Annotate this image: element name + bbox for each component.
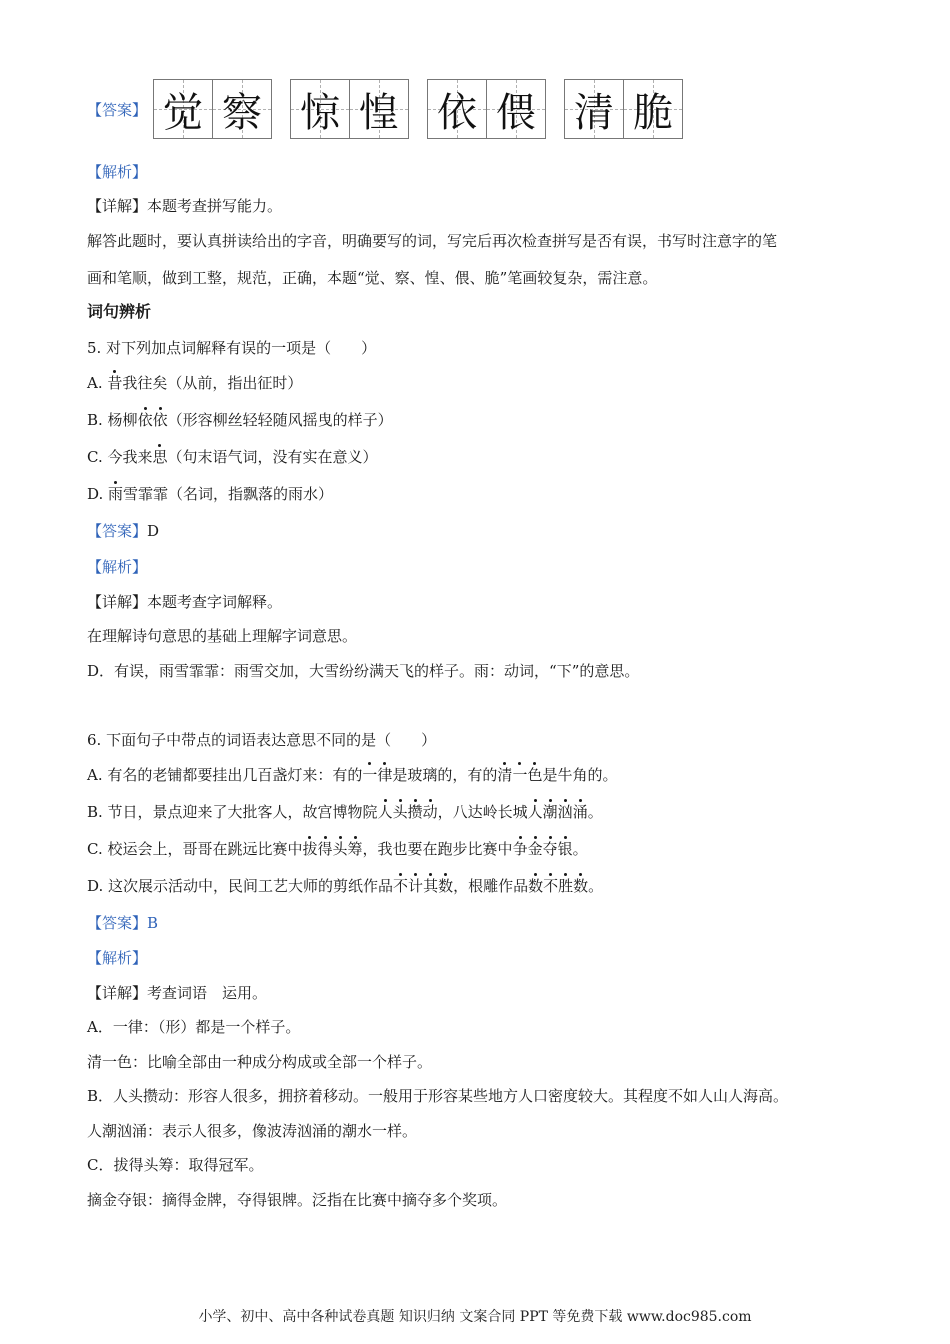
- char-cell: 依: [428, 80, 487, 138]
- emph-char: 数: [438, 877, 454, 895]
- q5-option-b: B. 杨柳依依（形容柳丝轻轻随风摇曳的样子）: [87, 411, 393, 429]
- word-box: [153, 79, 272, 139]
- q6-option-c: C. 校运会上，哥哥在跳远比赛中拔得头筹，我也要在跑步比赛中争金夺银。: [87, 840, 588, 858]
- emph-char: 计: [408, 877, 424, 895]
- emph-char: 银: [557, 840, 573, 858]
- q4-para2: 画和笔顺，做到工整，规范，正确，本题“觉、察、惶、偎、脆”笔画较复杂，需注意。: [87, 269, 658, 287]
- emph-char: 依: [137, 411, 153, 429]
- q6-option-a: A. 有名的老铺都要挂出几百盏灯来：有的一律是玻璃的，有的清一色是牛角的。: [87, 766, 618, 784]
- char-cell: 偎: [487, 80, 545, 138]
- emph-char: 不: [393, 877, 409, 895]
- q6-answer: 【答案】B: [87, 914, 159, 932]
- q6-exp-line: 清一色：比喻全部由一种成分构成或全部一个样子。: [87, 1053, 433, 1071]
- emph-char: 律: [377, 766, 393, 784]
- emph-char: 一: [512, 766, 528, 784]
- emph-char: 数: [528, 877, 544, 895]
- emph-word: [528, 803, 588, 821]
- emph-char: 清: [497, 766, 513, 784]
- emph-char: 攒: [407, 803, 423, 821]
- emph-word: [362, 766, 392, 784]
- q5-option-a: A. 昔我往矣（从前，指出征时）: [87, 374, 303, 392]
- q6-exp-line: B．人头攒动：形容人很多，拥挤着移动。一般用于形容某些地方人口密度较大。其程度不如人山人海高。: [87, 1087, 789, 1105]
- q4-detail: 【详解】本题考查拼写能力。: [87, 197, 283, 215]
- q5-analysis-tag: 【解析】: [87, 558, 148, 576]
- emph-char: 拔: [302, 840, 318, 858]
- emph-char: 汹: [557, 803, 573, 821]
- word-box: [290, 79, 409, 139]
- q5-detail: 【详解】本题考查字词解释。: [87, 593, 283, 611]
- q4-para1: 解答此题时，要认真拼读给出的字音，明确要写的词，写完后再次检查拼写是否有误，书写时注意字的笔: [87, 232, 778, 250]
- char-cell: 惊: [291, 80, 350, 138]
- q6-analysis-tag: 【解析】: [87, 949, 148, 967]
- emph-word: [393, 877, 453, 895]
- q6-option-b: B. 节日，景点迎来了大批客人，故宫博物院人头攒动，八达岭长城人潮汹涌。: [87, 803, 603, 821]
- emph-char: 人: [527, 803, 543, 821]
- q6-detail: 【详解】考查词语 运用。: [87, 984, 268, 1002]
- emph-word: [513, 840, 573, 858]
- emph-char: 得: [317, 840, 333, 858]
- emph-word: [497, 766, 542, 784]
- answer-grid: [87, 78, 701, 140]
- q4-analysis-tag: 【解析】: [87, 163, 148, 181]
- q6-stem: 6. 下面句子中带点的词语表达意思不同的是（ ）: [87, 731, 437, 749]
- emph-char: 胜: [558, 877, 574, 895]
- char-cell: 脆: [624, 80, 682, 138]
- answer-label: 【答案】: [87, 100, 148, 119]
- char-cell: 惶: [350, 80, 408, 138]
- emph-char: 人: [377, 803, 393, 821]
- q5-option-d: D. 雨雪霏霏（名词，指飘落的雨水）: [87, 485, 334, 503]
- q6-option-d: D. 这次展示活动中，民间工艺大师的剪纸作品不计其数，根雕作品数不胜数。: [87, 877, 604, 895]
- q5-line2: D．有误，雨雪霏霏：雨雪交加，大雪纷纷满天飞的样子。雨：动词，“下”的意思。: [87, 662, 640, 680]
- emph-word: [378, 803, 438, 821]
- q6-exp-line: A．一律：（形）都是一个样子。: [87, 1018, 301, 1036]
- word-box: [427, 79, 546, 139]
- emph-char: 筹: [347, 840, 363, 858]
- emph-char: 头: [392, 803, 408, 821]
- q6-exp-line: 摘金夺银：摘得金牌，夺得银牌。泛指在比赛中摘夺多个奖项。: [87, 1191, 508, 1209]
- char-cell: 清: [565, 80, 624, 138]
- q6-exp-line: 人潮汹涌：表示人很多，像波涛汹涌的潮水一样。: [87, 1122, 418, 1140]
- emph-char: 金: [527, 840, 543, 858]
- emph-char: 夺: [542, 840, 558, 858]
- emph-char: 涌: [572, 803, 588, 821]
- q5-answer: 【答案】D: [87, 522, 160, 540]
- char-cell: 察: [213, 80, 271, 138]
- emph-char: 头: [332, 840, 348, 858]
- emph-word: [302, 840, 362, 858]
- emph-char: 数: [573, 877, 589, 895]
- emph-word: [528, 877, 588, 895]
- emph-char: 色: [527, 766, 543, 784]
- emph-char: 潮: [542, 803, 558, 821]
- page-footer: 小学、初中、高中各种试卷真题 知识归纳 文案合同 PPT 等免费下载 www.doc985.com: [198, 1309, 752, 1325]
- q6-exp-line: C．拔得头筹：取得冠军。: [87, 1156, 264, 1174]
- section-title: 词句辨析: [87, 302, 152, 321]
- q5-stem: 5. 对下列加点词解释有误的一项是（ ）: [87, 339, 377, 357]
- emph-char: 一: [362, 766, 378, 784]
- emph-char: 依: [152, 411, 168, 429]
- emph-char: 不: [543, 877, 559, 895]
- emph-word: [138, 411, 168, 429]
- emph-char: 其: [423, 877, 439, 895]
- q5-line1: 在理解诗句意思的基础上理解字词意思。: [87, 627, 358, 645]
- emph-char: 动: [422, 803, 438, 821]
- char-cell: 觉: [154, 80, 213, 138]
- emph-char: 争: [512, 840, 528, 858]
- q5-option-c: C. 今我来思（句末语气词，没有实在意义）: [87, 448, 378, 466]
- word-box: [564, 79, 683, 139]
